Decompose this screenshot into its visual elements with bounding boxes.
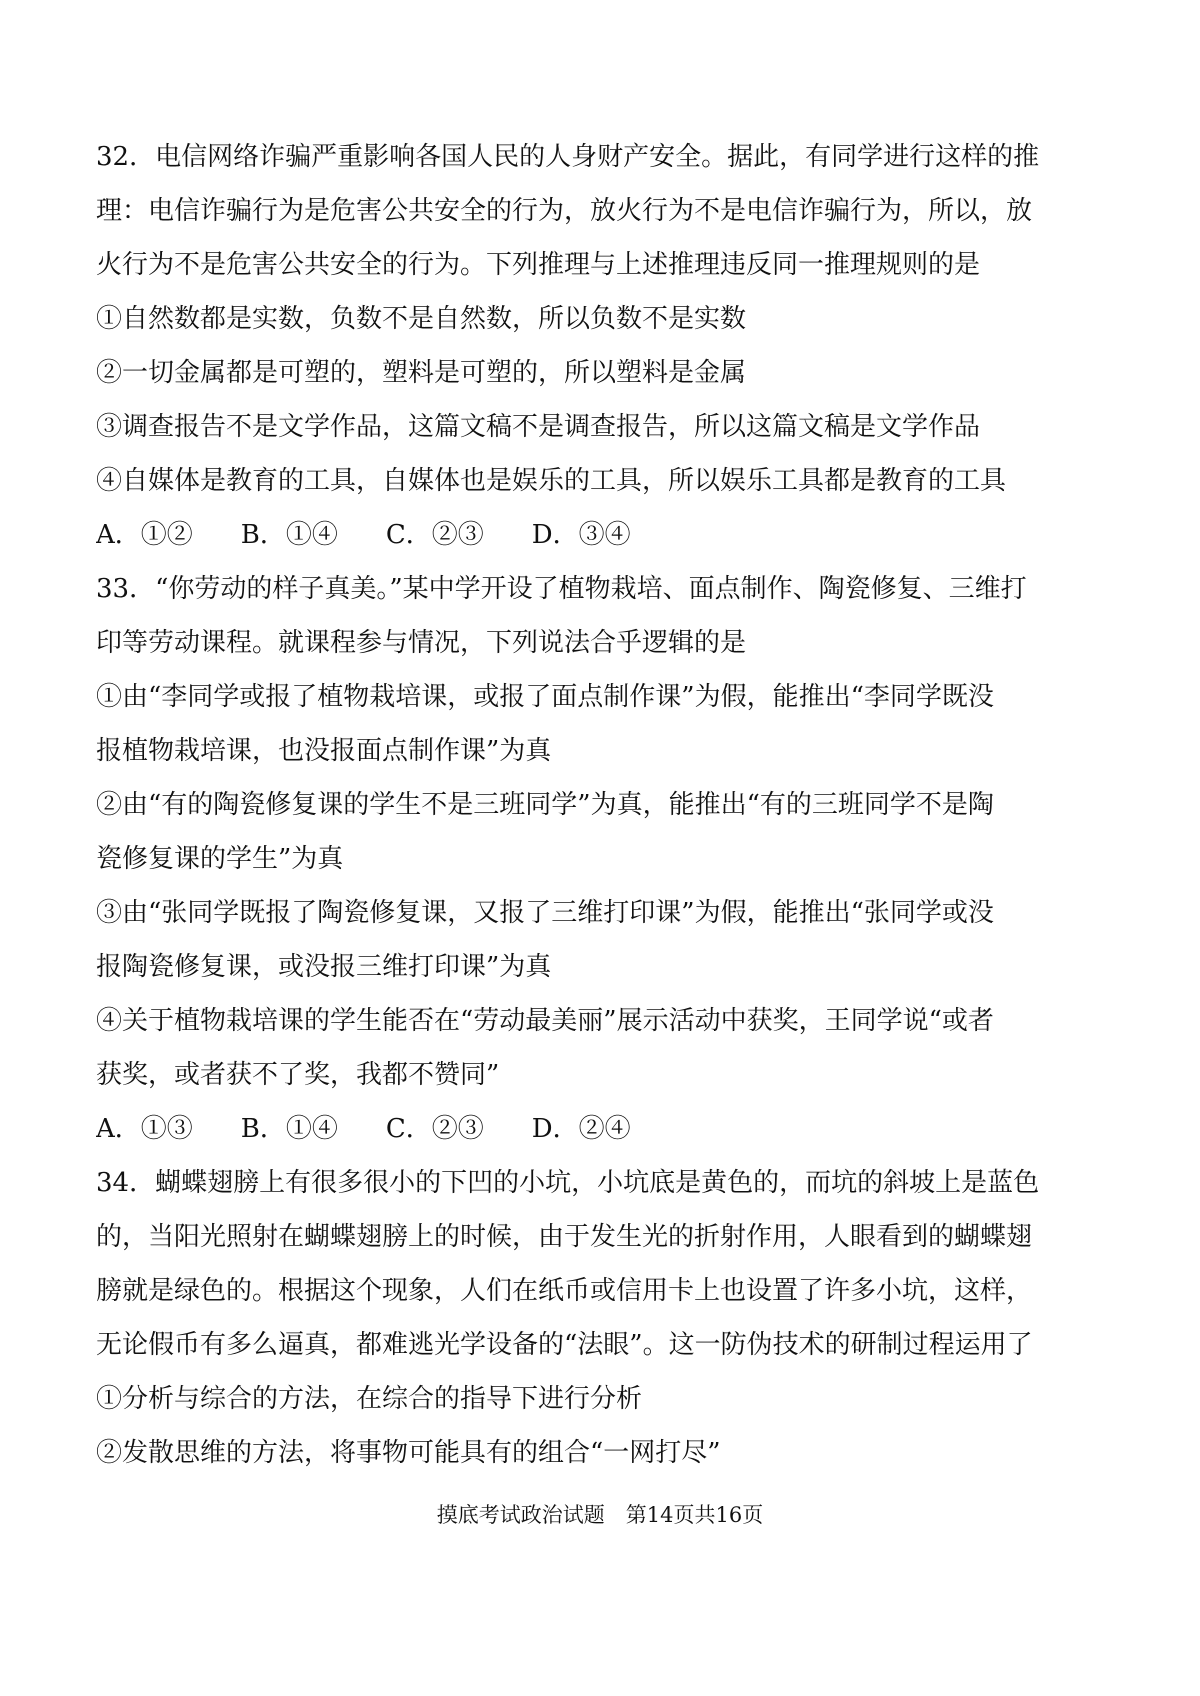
question-32-item-1: ①自然数都是实数，负数不是自然数，所以负数不是实数 <box>96 304 747 334</box>
question-33-item-4-line-2: 获奖，或者获不了奖，我都不赞同” <box>96 1060 500 1090</box>
question-33-item-4-line-1: ④关于植物栽培课的学生能否在“劳动最美丽”展示活动中获奖，王同学说“或者 <box>96 1006 994 1036</box>
page-footer: 摸底考试政治试题 第14页共16页 <box>436 1503 764 1527</box>
question-32-stem-line-2: 理：电信诈骗行为是危害公共安全的行为，放火行为不是电信诈骗行为，所以，放 <box>96 196 1033 226</box>
question-33-item-1-line-2: 报植物栽培课，也没报面点制作课”为真 <box>96 736 552 766</box>
question-33-options <box>96 1102 1114 1156</box>
question-33-stem-line-1: 33．“你劳动的样子真美。”某中学开设了植物栽培、面点制作、陶瓷修复、三维打 <box>96 574 1027 604</box>
question-33-option-a: A．①③ <box>96 1114 193 1144</box>
question-32-option-b: B．①④ <box>240 520 338 550</box>
question-32 <box>96 130 1114 562</box>
question-33-stem-line-2: 印等劳动课程。就课程参与情况，下列说法合乎逻辑的是 <box>96 628 747 658</box>
question-33-option-d: D．②④ <box>531 1114 631 1144</box>
question-34-stem-line-4: 无论假币有多么逼真，都难逃光学设备的“法眼”。这一防伪技术的研制过程运用了 <box>96 1330 1033 1360</box>
question-32-options <box>96 508 1114 562</box>
question-33-item-3-line-2: 报陶瓷修复课，或没报三维打印课”为真 <box>96 952 552 982</box>
question-32-item-3: ③调查报告不是文学作品，这篇文稿不是调查报告，所以这篇文稿是文学作品 <box>96 412 981 442</box>
exam-page-body <box>96 130 1114 1480</box>
question-34-item-2: ②发散思维的方法，将事物可能具有的组合“一网打尽” <box>96 1438 721 1468</box>
question-32-option-c: C．②③ <box>385 520 484 550</box>
question-32-option-d: D．③④ <box>531 520 631 550</box>
question-33 <box>96 562 1114 1156</box>
question-33-option-b: B．①④ <box>240 1114 338 1144</box>
question-34-stem-line-1: 34．蝴蝶翅膀上有很多很小的下凹的小坑，小坑底是黄色的，而坑的斜坡上是蓝色 <box>96 1168 1040 1198</box>
question-34-stem-line-3: 膀就是绿色的。根据这个现象，人们在纸币或信用卡上也设置了许多小坑，这样， <box>96 1276 1033 1306</box>
question-33-item-3-line-1: ③由“张同学既报了陶瓷修复课，又报了三维打印课”为假，能推出“张同学或没 <box>96 898 994 928</box>
question-34-stem-line-2: 的，当阳光照射在蝴蝶翅膀上的时候，由于发生光的折射作用，人眼看到的蝴蝶翅 <box>96 1222 1033 1252</box>
question-34-item-1: ①分析与综合的方法，在综合的指导下进行分析 <box>96 1384 643 1414</box>
question-33-item-2-line-1: ②由“有的陶瓷修复课的学生不是三班同学”为真，能推出“有的三班同学不是陶 <box>96 790 994 820</box>
question-32-option-a: A．①② <box>96 520 193 550</box>
question-33-option-c: C．②③ <box>385 1114 484 1144</box>
question-32-item-4: ④自媒体是教育的工具，自媒体也是娱乐的工具，所以娱乐工具都是教育的工具 <box>96 466 1007 496</box>
question-33-item-1-line-1: ①由“李同学或报了植物栽培课，或报了面点制作课”为假，能推出“李同学既没 <box>96 682 994 712</box>
question-32-stem-line-1: 32．电信网络诈骗严重影响各国人民的人身财产安全。据此，有同学进行这样的推 <box>96 142 1040 172</box>
question-34 <box>96 1156 1114 1480</box>
question-32-stem-line-3: 火行为不是危害公共安全的行为。下列推理与上述推理违反同一推理规则的是 <box>96 250 981 280</box>
question-33-item-2-line-2: 瓷修复课的学生”为真 <box>96 844 344 874</box>
question-32-item-2: ②一切金属都是可塑的，塑料是可塑的，所以塑料是金属 <box>96 358 747 388</box>
